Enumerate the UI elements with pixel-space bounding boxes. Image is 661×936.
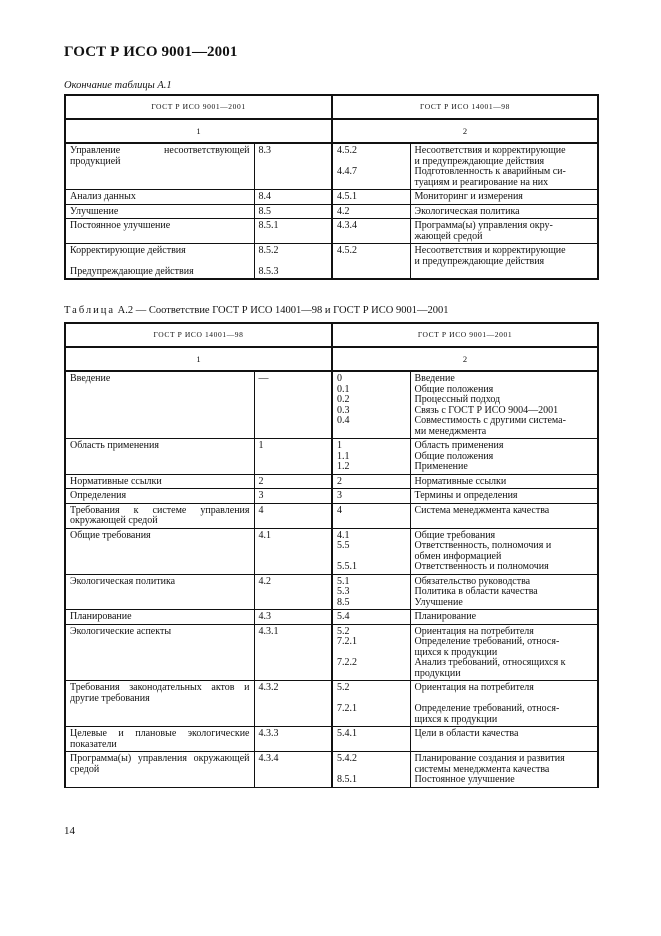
- column-number-row: [65, 119, 598, 143]
- left-title: Экологические аспекты: [70, 625, 172, 637]
- cell-line: Применение: [414, 461, 468, 472]
- left-code: 4.3.2: [258, 682, 279, 693]
- right-code-cell: [332, 574, 410, 610]
- left-title: Программа(ы) управления окружающей средой: [70, 753, 250, 775]
- right-code-cell: [332, 474, 410, 489]
- cell-line: и предупреждающие действия: [414, 255, 545, 267]
- left-code: 4.3: [258, 611, 271, 622]
- left-code-cell: [254, 143, 332, 190]
- left-title: Постоянное улучшение: [70, 220, 171, 231]
- right-title-cell: [410, 190, 598, 205]
- left-title: Улучшение: [70, 205, 119, 217]
- table-row: [65, 528, 598, 574]
- right-title-cell: [410, 474, 598, 489]
- left-code-cell: [254, 219, 332, 244]
- cell-line: Нормативные ссылки: [414, 475, 507, 487]
- left-code: 8.4: [258, 191, 271, 202]
- left-title-cell: [65, 610, 254, 625]
- cell-line: Термины и определения: [414, 490, 518, 501]
- page-header-title: ГОСТ Р ИСО 9001—2001: [64, 44, 238, 60]
- cell-line: Ответственность и полномочия: [414, 561, 549, 572]
- right-title-cell: [410, 219, 598, 244]
- left-title-cell: [65, 503, 254, 528]
- left-code-cell: [254, 190, 332, 205]
- left-title: Планирование: [70, 611, 132, 622]
- left-code: 4.2: [258, 575, 271, 587]
- left-title-cell: [65, 204, 254, 219]
- left-title: Управление несоответствующей продукцией: [70, 145, 250, 167]
- left-code: 2: [258, 475, 264, 487]
- right-code-cell: [332, 190, 410, 205]
- spacer: [259, 257, 328, 267]
- right-title-cell: [410, 503, 598, 528]
- right-code-cell: [332, 681, 410, 727]
- cell-line: Определение требований, относя-: [414, 636, 560, 647]
- page-number: 14: [64, 825, 75, 837]
- left-code-cell: [254, 752, 332, 788]
- left-code: 8.5.3: [258, 265, 279, 277]
- cell-line: 4: [337, 504, 342, 516]
- left-code-cell: [254, 474, 332, 489]
- cell-line: 5.1: [337, 575, 350, 587]
- right-code-cell: [332, 528, 410, 574]
- left-title: Введение: [70, 373, 111, 384]
- cell-line: Несоответствия и корректирующие: [414, 145, 566, 156]
- left-title-cell: [65, 681, 254, 727]
- cell-line: Ориентация на потребителя: [414, 682, 534, 693]
- left-title-cell: [65, 143, 254, 190]
- cell-line: ми менеджмента: [414, 425, 487, 437]
- cell-line: 4.5.1: [337, 191, 357, 202]
- column-number: 1: [65, 347, 332, 371]
- left-title: Требования законодательных актов и другие требования: [70, 682, 250, 704]
- left-code: 4.3.1: [258, 625, 279, 637]
- left-code-cell: [254, 727, 332, 752]
- table-row: [65, 727, 598, 752]
- table-row: [65, 624, 598, 681]
- left-title-cell: [65, 219, 254, 244]
- right-code-cell: [332, 624, 410, 681]
- cell-line: 8.5.1: [337, 774, 357, 785]
- table-row: [65, 439, 598, 475]
- table-row: [65, 190, 598, 205]
- left-code: 4.3.3: [258, 728, 279, 739]
- cell-line: Процессный подход: [414, 394, 501, 405]
- table-row: [65, 503, 598, 528]
- left-title-cell: [65, 574, 254, 610]
- right-title-cell: [410, 727, 598, 752]
- cell-line: [337, 427, 406, 438]
- cell-line: Мониторинг и измерения: [414, 191, 523, 202]
- left-code-cell: [254, 574, 332, 610]
- cell-line: 0.2: [337, 394, 350, 405]
- right-code-cell: [332, 371, 410, 439]
- caption-text: А.2 — Соответствие ГОСТ Р ИСО 14001—98 и ГОСТ Р ИСО 9001—2001: [117, 305, 449, 316]
- cell-line: 7.2.1: [337, 636, 357, 647]
- cell-line: щихся к продукции: [414, 713, 498, 725]
- right-code-cell: [332, 204, 410, 219]
- right-title-cell: [410, 371, 598, 439]
- left-title: Корректирующие действия: [70, 245, 186, 256]
- cell-line: Несоответствия и корректирующие: [414, 245, 566, 256]
- left-code: 8.5.2: [258, 245, 279, 256]
- table-row: [65, 610, 598, 625]
- right-code-cell: [332, 244, 410, 280]
- right-code-cell: [332, 727, 410, 752]
- cell-line: 5.2: [337, 625, 350, 637]
- right-code-cell: [332, 503, 410, 528]
- table-row: [65, 244, 598, 280]
- left-title: Целевые и плановые экологические показатели: [70, 728, 250, 750]
- cell-line: 1: [337, 440, 342, 451]
- table-a2: [64, 322, 599, 788]
- left-code-cell: [254, 503, 332, 528]
- cell-line: 4.1: [337, 529, 350, 541]
- right-code-cell: [332, 143, 410, 190]
- right-title-cell: [410, 489, 598, 504]
- right-title-cell: [410, 143, 598, 190]
- cell-line: 1.2: [337, 461, 350, 472]
- right-title-cell: [410, 204, 598, 219]
- left-code-cell: [254, 244, 332, 280]
- cell-line: 0.4: [337, 415, 350, 426]
- cell-line: Общие требования: [414, 529, 496, 541]
- left-code: 8.3: [258, 145, 271, 156]
- cell-line: 4.5.2: [337, 245, 357, 256]
- left-code-cell: [254, 439, 332, 475]
- cell-line: системы менеджмента качества: [414, 763, 550, 775]
- left-code-cell: [254, 204, 332, 219]
- left-title: Определения: [70, 490, 127, 501]
- left-code-cell: [254, 624, 332, 681]
- cell-line: Общие положения: [414, 383, 494, 395]
- cell-line: 0.1: [337, 383, 350, 395]
- right-title-cell: [410, 681, 598, 727]
- left-code-cell: [254, 681, 332, 727]
- column-number: 2: [332, 347, 598, 371]
- left-title-cell: [65, 439, 254, 475]
- cell-line: 5.3: [337, 586, 350, 597]
- right-title-cell: [410, 752, 598, 788]
- right-title-cell: [410, 439, 598, 475]
- left-code: 4.1: [258, 529, 271, 541]
- right-code-cell: [332, 439, 410, 475]
- cell-line: Ориентация на потребителя: [414, 625, 534, 637]
- cell-line: Планирование создания и развития: [414, 753, 565, 764]
- cell-line: 2: [337, 475, 342, 487]
- cell-line: 5.4: [337, 611, 350, 622]
- table-a1-caption: Окончание таблицы А.1: [64, 80, 172, 91]
- left-code: 3: [258, 490, 264, 501]
- cell-line: 5.5.1: [337, 561, 357, 572]
- table-row: [65, 752, 598, 788]
- column-number-row: [65, 347, 598, 371]
- cell-line: 5.5: [337, 540, 350, 551]
- cell-line: продукции: [414, 667, 461, 679]
- table-row: [65, 219, 598, 244]
- column-number: 1: [65, 119, 332, 143]
- cell-line: 7.2.2: [337, 657, 357, 668]
- left-title: Требования к системе управления окружающей средой: [70, 504, 250, 526]
- left-code: 8.5.1: [258, 220, 279, 231]
- cell-line: 0.3: [337, 404, 350, 416]
- caption-prefix: Таблица: [64, 305, 116, 316]
- spacer: [70, 257, 250, 267]
- right-code-cell: [332, 489, 410, 504]
- left-title-cell: [65, 489, 254, 504]
- left-code-cell: [254, 371, 332, 439]
- table-header-row: [65, 95, 598, 119]
- table-header-row: [65, 323, 598, 347]
- left-title-cell: [65, 371, 254, 439]
- column-header: ГОСТ Р ИСО 9001—2001: [65, 95, 332, 119]
- table-row: [65, 489, 598, 504]
- cell-line: Улучшение: [414, 596, 463, 608]
- cell-line: жающей средой: [414, 230, 483, 242]
- table-a1: [64, 94, 599, 280]
- table-row: [65, 681, 598, 727]
- left-title-cell: [65, 528, 254, 574]
- table-row: [65, 143, 598, 190]
- left-title-cell: [65, 624, 254, 681]
- cell-line: 3: [337, 490, 342, 501]
- cell-line: 4.3.4: [337, 220, 357, 231]
- right-title-cell: [410, 244, 598, 280]
- cell-line: Общие положения: [414, 450, 494, 462]
- cell-line: 4.4.7: [337, 166, 357, 177]
- right-code-cell: [332, 752, 410, 788]
- table-row: [65, 204, 598, 219]
- left-title-cell: [65, 727, 254, 752]
- cell-line: Система менеджмента качества: [414, 504, 550, 516]
- cell-line: 4.5.2: [337, 145, 357, 156]
- left-code-cell: [254, 610, 332, 625]
- column-header: ГОСТ Р ИСО 9001—2001: [332, 323, 598, 347]
- cell-line: 0: [337, 373, 342, 384]
- cell-line: 5.2: [337, 682, 350, 693]
- cell-line: Обязательство руководства: [414, 575, 531, 587]
- cell-line: Определение требований, относя-: [414, 703, 560, 714]
- right-code-cell: [332, 219, 410, 244]
- cell-line: Планирование: [414, 611, 477, 622]
- left-title: Область применения: [70, 440, 159, 451]
- cell-line: Совместимость с другими система-: [414, 415, 566, 426]
- left-title: Экологическая политика: [70, 575, 176, 587]
- cell-line: 5.4.2: [337, 753, 357, 764]
- cell-line: Постоянное улучшение: [414, 774, 515, 785]
- column-header: ГОСТ Р ИСО 14001—98: [65, 323, 332, 347]
- cell-line: Подготовленность к аварийным си-: [414, 166, 566, 177]
- cell-line: Связь с ГОСТ Р ИСО 9004—2001: [414, 404, 559, 416]
- column-header: ГОСТ Р ИСО 14001—98: [332, 95, 598, 119]
- cell-line: [337, 178, 406, 189]
- left-code-cell: [254, 489, 332, 504]
- cell-line: Программа(ы) управления окру-: [414, 220, 553, 231]
- right-title-cell: [410, 528, 598, 574]
- left-title: Общие требования: [70, 529, 151, 541]
- right-title-cell: [410, 610, 598, 625]
- left-code: 8.5: [258, 205, 271, 217]
- cell-line: [337, 715, 406, 726]
- cell-line: обмен информацией: [414, 550, 502, 562]
- cell-line: 7.2.1: [337, 703, 357, 714]
- left-title-2: Предупреждающие действия: [70, 265, 194, 277]
- table-row: [65, 474, 598, 489]
- cell-line: щихся к продукции: [414, 646, 498, 658]
- left-title: Нормативные ссылки: [70, 475, 162, 487]
- cell-line: Цели в области качества: [414, 728, 519, 739]
- left-title-cell: [65, 752, 254, 788]
- column-number: 2: [332, 119, 598, 143]
- table-row: [65, 574, 598, 610]
- left-code: 1: [258, 440, 264, 451]
- right-code-cell: [332, 610, 410, 625]
- right-title-cell: [410, 624, 598, 681]
- cell-line: 8.5: [337, 596, 350, 608]
- left-code: 4.3.4: [258, 753, 279, 764]
- cell-line: туациям и реагирование на них: [414, 176, 549, 188]
- left-title-cell: [65, 474, 254, 489]
- right-title-cell: [410, 574, 598, 610]
- table-a2-caption: [64, 305, 448, 316]
- cell-line: 1.1: [337, 450, 350, 462]
- cell-line: Ответственность, полномочия и: [414, 540, 552, 551]
- cell-line: 5.4.1: [337, 728, 357, 739]
- left-code: 4: [258, 504, 264, 516]
- left-title: Анализ данных: [70, 191, 136, 202]
- left-title-cell: [65, 190, 254, 205]
- cell-line: Политика в области качества: [414, 586, 538, 597]
- table-row: [65, 371, 598, 439]
- left-code: —: [258, 373, 269, 384]
- cell-line: Введение: [414, 373, 455, 384]
- cell-line: и предупреждающие действия: [414, 155, 545, 167]
- cell-line: Область применения: [414, 440, 504, 451]
- cell-line: 4.2: [337, 205, 350, 217]
- left-code-cell: [254, 528, 332, 574]
- cell-line: Экологическая политика: [414, 205, 520, 217]
- cell-line: [337, 669, 406, 680]
- cell-line: Анализ требований, относящихся к: [414, 657, 566, 668]
- left-title-cell: [65, 244, 254, 280]
